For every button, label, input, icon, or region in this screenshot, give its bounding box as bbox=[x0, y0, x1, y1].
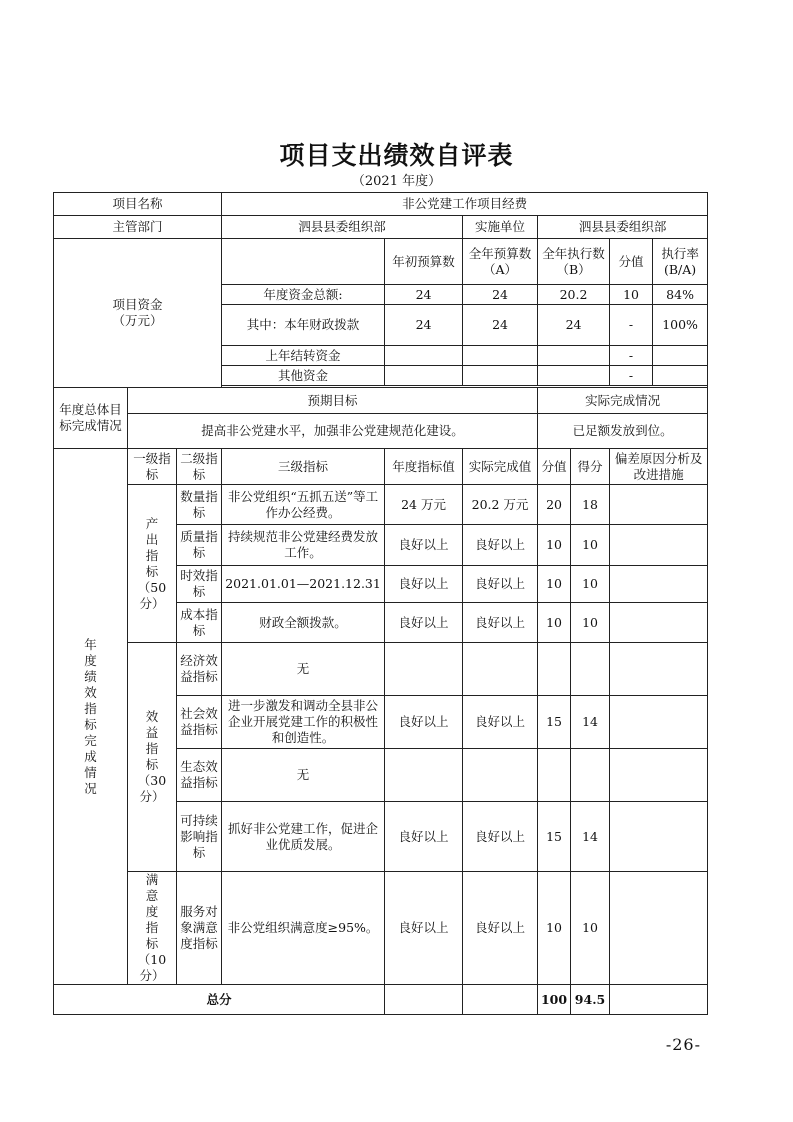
indicator-l3: 抓好非公党建工作，促进企业优质发展。 bbox=[222, 802, 385, 872]
department-row bbox=[54, 216, 708, 239]
indicator-l3: 进一步激发和调动全县非公企业开展党建工作的积极性和创造性。 bbox=[222, 696, 385, 749]
funds-label bbox=[54, 239, 222, 388]
indicator-score: 10 bbox=[571, 603, 610, 643]
indicator-target: 良好以上 bbox=[385, 872, 463, 985]
indicator-target: 24 万元 bbox=[385, 485, 463, 525]
indicator-l2: 数量指标 bbox=[177, 485, 222, 525]
indicator-l2: 时效指标 bbox=[177, 566, 222, 603]
indicator-target: 良好以上 bbox=[385, 566, 463, 603]
indicator-l2: 生态效益指标 bbox=[177, 749, 222, 802]
indicators-section-text: 年度绩效指标完成情况 bbox=[84, 636, 97, 796]
indicator-actual: 良好以上 bbox=[463, 802, 538, 872]
category-satisfaction-label: 满意度指标 bbox=[145, 872, 159, 951]
funds-label-line2: （万元） bbox=[112, 313, 163, 328]
funds-label-line1: 项目资金 bbox=[112, 297, 163, 312]
goal-content-row bbox=[54, 414, 708, 449]
indicator-score bbox=[571, 749, 610, 802]
category-benefit bbox=[128, 643, 177, 872]
funds-rate: 100% bbox=[653, 305, 708, 346]
funds-header-row bbox=[54, 239, 708, 285]
header-full-year-budget: 全年预算数（A） bbox=[463, 239, 538, 285]
funds-header-blank bbox=[222, 239, 385, 285]
indicator-sv: 15 bbox=[538, 696, 571, 749]
indicator-row bbox=[54, 643, 708, 696]
total-row bbox=[54, 985, 708, 1015]
category-benefit-points: （30分） bbox=[137, 773, 167, 804]
indicator-header-row bbox=[54, 449, 708, 485]
indicator-score bbox=[571, 643, 610, 696]
indicator-l2: 可持续影响指标 bbox=[177, 802, 222, 872]
indicator-actual: 良好以上 bbox=[463, 872, 538, 985]
goal-actual: 已足额发放到位。 bbox=[538, 414, 708, 449]
indicator-l2: 服务对象满意度指标 bbox=[177, 872, 222, 985]
indicator-reason bbox=[610, 802, 708, 872]
header-l3: 三级指标 bbox=[222, 449, 385, 485]
goal-expected-label: 预期目标 bbox=[128, 388, 538, 414]
funds-full: 24 bbox=[463, 285, 538, 305]
indicator-l2: 成本指标 bbox=[177, 603, 222, 643]
funds-exec: 20.2 bbox=[538, 285, 610, 305]
indicator-sv bbox=[538, 749, 571, 802]
indicator-target: 良好以上 bbox=[385, 603, 463, 643]
category-satisfaction-points: （10分） bbox=[137, 952, 167, 983]
funds-exec bbox=[538, 346, 610, 366]
funds-initial: 24 bbox=[385, 305, 463, 346]
indicator-reason bbox=[610, 749, 708, 802]
funds-rate bbox=[653, 366, 708, 386]
total-blank-2 bbox=[463, 985, 538, 1015]
funds-row-label: 其他资金 bbox=[222, 366, 385, 386]
project-name-value: 非公党建工作项目经费 bbox=[222, 193, 708, 216]
indicator-sv: 10 bbox=[538, 603, 571, 643]
header-actual: 实际完成值 bbox=[463, 449, 538, 485]
impl-value: 泗县县委组织部 bbox=[538, 216, 708, 239]
dept-value: 泗县县委组织部 bbox=[222, 216, 463, 239]
funds-exec: 24 bbox=[538, 305, 610, 346]
page-title: 项目支出绩效自评表 bbox=[279, 141, 514, 170]
category-benefit-label: 效益指标 bbox=[145, 709, 159, 772]
funds-score-value: - bbox=[610, 305, 653, 346]
funds-rate bbox=[653, 346, 708, 366]
project-name-label: 项目名称 bbox=[54, 193, 222, 216]
total-score: 94.5 bbox=[571, 985, 610, 1015]
indicator-score: 18 bbox=[571, 485, 610, 525]
indicator-actual: 良好以上 bbox=[463, 603, 538, 643]
indicator-sv: 15 bbox=[538, 802, 571, 872]
funds-initial bbox=[385, 346, 463, 366]
goal-actual-label: 实际完成情况 bbox=[538, 388, 708, 414]
header-exec-rate: 执行率(B/A) bbox=[653, 239, 708, 285]
indicator-sv: 10 bbox=[538, 566, 571, 603]
indicator-actual: 良好以上 bbox=[463, 696, 538, 749]
header-score-value: 分值 bbox=[610, 239, 653, 285]
indicator-actual: 良好以上 bbox=[463, 566, 538, 603]
indicator-score: 14 bbox=[571, 802, 610, 872]
indicator-reason bbox=[610, 872, 708, 985]
goal-expected: 提高非公党建水平，加强非公党建规范化建设。 bbox=[128, 414, 538, 449]
indicator-sv bbox=[538, 643, 571, 696]
page-subtitle: （2021 年度） bbox=[351, 174, 442, 189]
indicator-row bbox=[54, 485, 708, 525]
indicator-l2: 社会效益指标 bbox=[177, 696, 222, 749]
indicator-reason bbox=[610, 566, 708, 603]
indicator-l3: 持续规范非公党建经费发放工作。 bbox=[222, 525, 385, 566]
indicator-l3: 2021.01.01—2021.12.31 bbox=[222, 566, 385, 603]
dept-label: 主管部门 bbox=[54, 216, 222, 239]
self-evaluation-table bbox=[53, 192, 708, 1015]
funds-exec bbox=[538, 366, 610, 386]
funds-row-label: 年度资金总额: bbox=[222, 285, 385, 305]
indicator-reason bbox=[610, 603, 708, 643]
indicator-l3: 非公党组织“五抓五送”等工作办公经费。 bbox=[222, 485, 385, 525]
indicator-actual: 良好以上 bbox=[463, 525, 538, 566]
funds-row-label: 上年结转资金 bbox=[222, 346, 385, 366]
total-score-value: 100 bbox=[538, 985, 571, 1015]
indicator-target: 良好以上 bbox=[385, 802, 463, 872]
indicator-reason bbox=[610, 485, 708, 525]
category-satisfaction bbox=[128, 872, 177, 985]
indicator-actual bbox=[463, 643, 538, 696]
goal-header-row bbox=[54, 388, 708, 414]
funds-row-label: 其中：本年财政拨款 bbox=[222, 305, 385, 346]
indicators-section-label bbox=[54, 449, 128, 985]
indicator-l2: 经济效益指标 bbox=[177, 643, 222, 696]
indicator-reason bbox=[610, 643, 708, 696]
header-score: 得分 bbox=[571, 449, 610, 485]
indicator-reason bbox=[610, 525, 708, 566]
total-label: 总分 bbox=[54, 985, 385, 1015]
header-executed: 全年执行数（B） bbox=[538, 239, 610, 285]
indicator-score: 10 bbox=[571, 525, 610, 566]
header-initial-budget: 年初预算数 bbox=[385, 239, 463, 285]
indicator-target bbox=[385, 643, 463, 696]
indicator-sv: 10 bbox=[538, 872, 571, 985]
header-target: 年度指标值 bbox=[385, 449, 463, 485]
indicator-target: 良好以上 bbox=[385, 696, 463, 749]
funds-initial: 24 bbox=[385, 285, 463, 305]
funds-initial bbox=[385, 366, 463, 386]
funds-score-value: - bbox=[610, 346, 653, 366]
total-reason bbox=[610, 985, 708, 1015]
funds-full: 24 bbox=[463, 305, 538, 346]
goal-label: 年度总体目标完成情况 bbox=[54, 388, 128, 449]
indicator-score: 14 bbox=[571, 696, 610, 749]
indicator-actual: 20.2 万元 bbox=[463, 485, 538, 525]
total-blank-1 bbox=[385, 985, 463, 1015]
indicator-l3: 无 bbox=[222, 643, 385, 696]
category-output bbox=[128, 485, 177, 643]
indicator-l2: 质量指标 bbox=[177, 525, 222, 566]
header-reason: 偏差原因分析及改进措施 bbox=[610, 449, 708, 485]
impl-label: 实施单位 bbox=[463, 216, 538, 239]
funds-score-value: - bbox=[610, 366, 653, 386]
funds-full bbox=[463, 366, 538, 386]
project-name-row bbox=[54, 193, 708, 216]
indicator-row bbox=[54, 872, 708, 985]
indicator-sv: 10 bbox=[538, 525, 571, 566]
header-sv: 分值 bbox=[538, 449, 571, 485]
indicator-score: 10 bbox=[571, 566, 610, 603]
indicator-l3: 非公党组织满意度≥95%。 bbox=[222, 872, 385, 985]
indicator-target: 良好以上 bbox=[385, 525, 463, 566]
indicator-reason bbox=[610, 696, 708, 749]
indicator-l3: 财政全额拨款。 bbox=[222, 603, 385, 643]
funds-full bbox=[463, 346, 538, 366]
indicator-l3: 无 bbox=[222, 749, 385, 802]
category-output-label: 产出指标 bbox=[145, 515, 159, 579]
indicator-sv: 20 bbox=[538, 485, 571, 525]
page-number: -26- bbox=[665, 1035, 701, 1054]
indicator-actual bbox=[463, 749, 538, 802]
funds-score-value: 10 bbox=[610, 285, 653, 305]
header-l1: 一级指标 bbox=[128, 449, 177, 485]
indicator-target bbox=[385, 749, 463, 802]
header-l2: 二级指标 bbox=[177, 449, 222, 485]
indicator-score: 10 bbox=[571, 872, 610, 985]
funds-rate: 84% bbox=[653, 285, 708, 305]
category-output-points: （50分） bbox=[137, 579, 167, 611]
